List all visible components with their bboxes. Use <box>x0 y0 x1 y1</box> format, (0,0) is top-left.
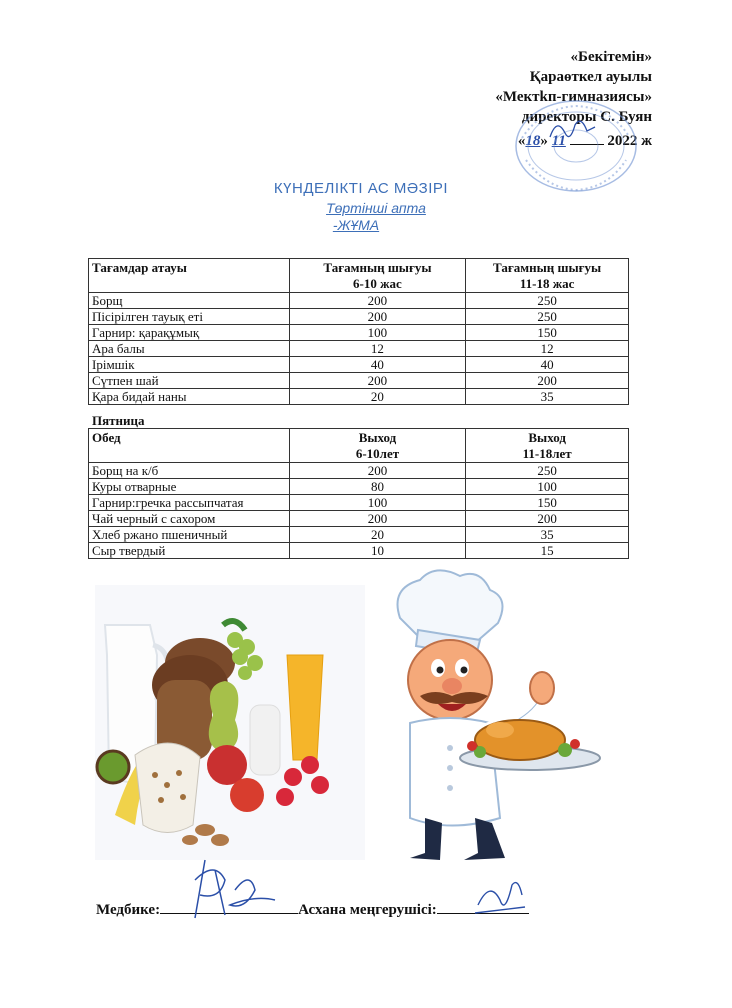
approval-line-2: Қараөткел ауылы <box>529 69 652 85</box>
table-cell-value: 200 <box>289 309 466 325</box>
table-row <box>89 309 629 325</box>
header-dish-name: Тағамдар атауы <box>89 259 290 293</box>
table-cell-value: 150 <box>466 495 629 511</box>
menu-titles <box>0 180 732 233</box>
table-cell-value: 250 <box>466 293 629 309</box>
table-row <box>89 357 629 373</box>
director-signature <box>545 115 600 145</box>
approval-date: «18» 11 2022 ж <box>517 133 652 149</box>
table-cell-dish: Хлеб ржано пшеничный <box>89 527 290 543</box>
menu-table-kz <box>88 258 629 405</box>
table-row <box>89 373 629 389</box>
nurse-label: Медбике: <box>96 902 161 918</box>
table-row <box>89 293 629 309</box>
table-row <box>89 389 629 405</box>
table-row <box>89 325 629 341</box>
date-day: 18 <box>525 133 541 149</box>
table-cell-value: 100 <box>289 325 466 341</box>
table-cell-dish: Борщ <box>89 293 290 309</box>
table-cell-dish: Гарнир: қарақұмық <box>89 325 290 341</box>
food-illustration <box>95 585 365 860</box>
table-cell-value: 10 <box>289 543 466 559</box>
table-cell-value: 200 <box>466 511 629 527</box>
table-row <box>89 527 629 543</box>
table-cell-value: 250 <box>466 309 629 325</box>
table-row <box>89 463 629 479</box>
day-label-ru: Пятница <box>92 413 145 428</box>
table-cell-dish: Ірімшік <box>89 357 290 373</box>
table-cell-dish: Куры отварные <box>89 479 290 495</box>
table-cell-value: 35 <box>466 389 629 405</box>
header-portion-11-18: Тағамның шығуы 11-18 жас <box>466 259 629 293</box>
table-cell-dish: Чай черный с сахором <box>89 511 290 527</box>
table-header-row <box>89 259 629 293</box>
table-row <box>89 495 629 511</box>
table-cell-value: 40 <box>466 357 629 373</box>
nurse-signature <box>165 850 295 922</box>
date-month: 11 <box>551 133 566 149</box>
table-cell-value: 100 <box>466 479 629 495</box>
header-portion-6-10: Тағамның шығуы 6-10 жас <box>289 259 466 293</box>
header-lunch: Обед <box>89 429 290 463</box>
table-cell-dish: Сыр твердый <box>89 543 290 559</box>
approval-line-3: «Мектkп-гимназиясы» <box>495 89 652 105</box>
table-row <box>89 341 629 357</box>
kitchen-head-label: Асхана меңгерушісі: <box>298 902 437 918</box>
table-row <box>89 511 629 527</box>
table-cell-value: 200 <box>289 463 466 479</box>
table-cell-value: 12 <box>466 341 629 357</box>
signature-line <box>96 899 529 919</box>
page-title: КҮНДЕЛІКТІ АС МӘЗІРІ <box>273 180 449 197</box>
menu-table-ru <box>88 428 629 559</box>
table-cell-dish: Гарнир:гречка рассыпчатая <box>89 495 290 511</box>
table-cell-value: 200 <box>466 373 629 389</box>
day-title: -ЖҰМА <box>332 217 380 233</box>
table-cell-value: 200 <box>289 293 466 309</box>
table-cell-value: 12 <box>289 341 466 357</box>
approval-line-4: директоры С. Буян <box>521 109 652 125</box>
table-cell-value: 150 <box>466 325 629 341</box>
table-cell-value: 200 <box>289 511 466 527</box>
table-cell-value: 15 <box>466 543 629 559</box>
table-cell-dish: Сүтпен шай <box>89 373 290 389</box>
table-cell-dish: Қара бидай наны <box>89 389 290 405</box>
table-row <box>89 479 629 495</box>
table-cell-value: 100 <box>289 495 466 511</box>
table-cell-dish: Пісірілген тауық еті <box>89 309 290 325</box>
table-header-row <box>89 429 629 463</box>
chef-illustration <box>380 568 620 868</box>
header-output-11-18: Выход 11-18лет <box>466 429 629 463</box>
approval-line-1: «Бекітемін» <box>570 49 652 65</box>
table-cell-dish: Борщ на к/б <box>89 463 290 479</box>
date-year: 2022 ж <box>607 133 652 149</box>
table-cell-value: 200 <box>289 373 466 389</box>
table-cell-value: 20 <box>289 527 466 543</box>
table-cell-value: 20 <box>289 389 466 405</box>
table-cell-value: 35 <box>466 527 629 543</box>
header-output-6-10: Выход 6-10лет <box>289 429 466 463</box>
week-title: Төртінші апта <box>326 200 426 216</box>
kitchen-head-signature <box>470 875 530 920</box>
table-cell-value: 80 <box>289 479 466 495</box>
table-cell-dish: Ара балы <box>89 341 290 357</box>
table-cell-value: 250 <box>466 463 629 479</box>
table-row <box>89 543 629 559</box>
table-cell-value: 40 <box>289 357 466 373</box>
